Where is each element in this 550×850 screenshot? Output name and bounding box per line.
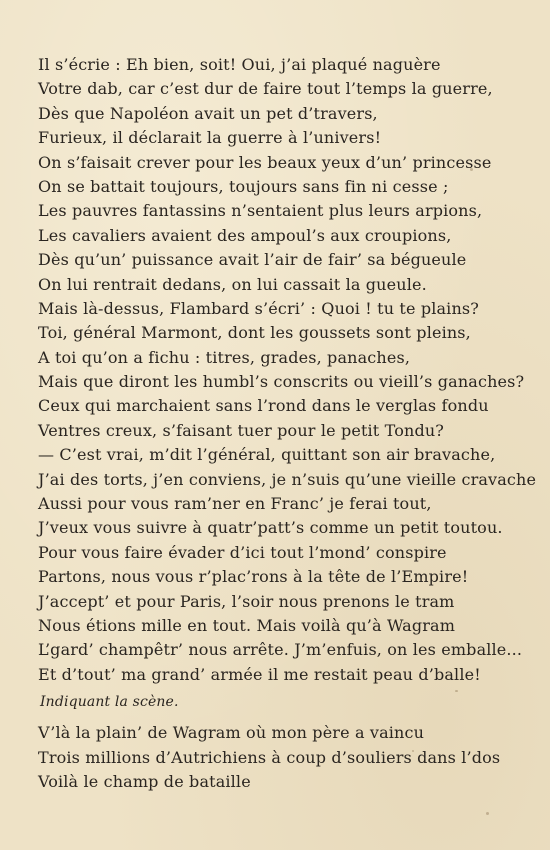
- poem-line: J’ai des torts, j’en conviens, je n’suis qu’une vieille cravache: [38, 469, 537, 489]
- poem-line: Mais que diront les humbl’s conscrits ou vieill’s ganaches?: [38, 372, 525, 392]
- poem-line: A toi qu’on a fichu : titres, grades, panaches,: [38, 347, 411, 367]
- poem-line: Et d’tout’ ma grand’ armée il me restait peau d’balle!: [38, 664, 481, 684]
- poem-line: Dès qu’un’ puissance avait l’air de fair’ sa bégueule: [38, 250, 467, 270]
- poem-line: Pour vous faire évader d’ici tout l’mond’ conspire: [38, 542, 447, 562]
- poem-line: Trois millions d’Autrichiens à coup d’souliers dans l’dos: [38, 747, 501, 767]
- poem-line: Furieux, il déclarait la guerre à l’univers!: [38, 128, 382, 148]
- poem-text: [38, 53, 537, 794]
- poem-line: L’gard’ champêtr’ nous arrête. J’m’enfuis, on les emballe...: [38, 640, 523, 660]
- paper-speck: [486, 812, 489, 815]
- poem-line: Il s’écrie : Eh bien, soit! Oui, j’ai plaqué naguère: [38, 55, 441, 74]
- poem-line: Aussi pour vous ram’ner en Franc’ je ferai tout,: [38, 494, 432, 514]
- poem-line: Votre dab, car c’est dur de faire tout l’temps la guerre,: [38, 79, 493, 99]
- poem-line: Mais là-dessus, Flambard s’écri’ : Quoi ! tu te plains?: [38, 298, 479, 318]
- poem-line: On se battait toujours, toujours sans fin ni cesse ;: [38, 176, 449, 196]
- poem-line: — C’est vrai, m’dit l’général, quittant son air bravache,: [38, 445, 496, 465]
- poem-line: Partons, nous vous r’plac’rons à la tête de l’Empire!: [38, 567, 469, 587]
- poem-line: Les cavaliers avaient des ampoul’s aux croupions,: [38, 225, 452, 245]
- poem-line: Voilà le champ de bataille: [38, 771, 251, 791]
- poem-line: On lui rentrait dedans, on lui cassait la gueule.: [38, 274, 427, 294]
- poem-line: J’veux vous suivre à quatr’patt’s comme un petit toutou.: [38, 518, 503, 538]
- poem-line: Toi, général Marmont, dont les goussets sont pleins,: [38, 323, 471, 343]
- poem-line: Nous étions mille en tout. Mais voilà qu’à Wagram: [38, 615, 456, 635]
- poem-line: Ceux qui marchaient sans l’rond dans le verglas fondu: [38, 396, 489, 416]
- poem-line: V’là la plain’ de Wagram où mon père a vaincu: [38, 723, 425, 743]
- poem-line: Les pauvres fantassins n’sentaient plus leurs arpions,: [38, 201, 483, 221]
- poem-line: J’accept’ et pour Paris, l’soir nous prenons le tram: [38, 591, 455, 611]
- poem-line: Dès que Napoléon avait un pet d’travers,: [38, 103, 378, 123]
- stage-direction: Indiquant la scène.: [40, 694, 179, 711]
- poem-line: Ventres creux, s’faisant tuer pour le petit Tondu?: [38, 420, 445, 440]
- poem-line: On s’faisait crever pour les beaux yeux d’un’ princesse: [38, 152, 492, 172]
